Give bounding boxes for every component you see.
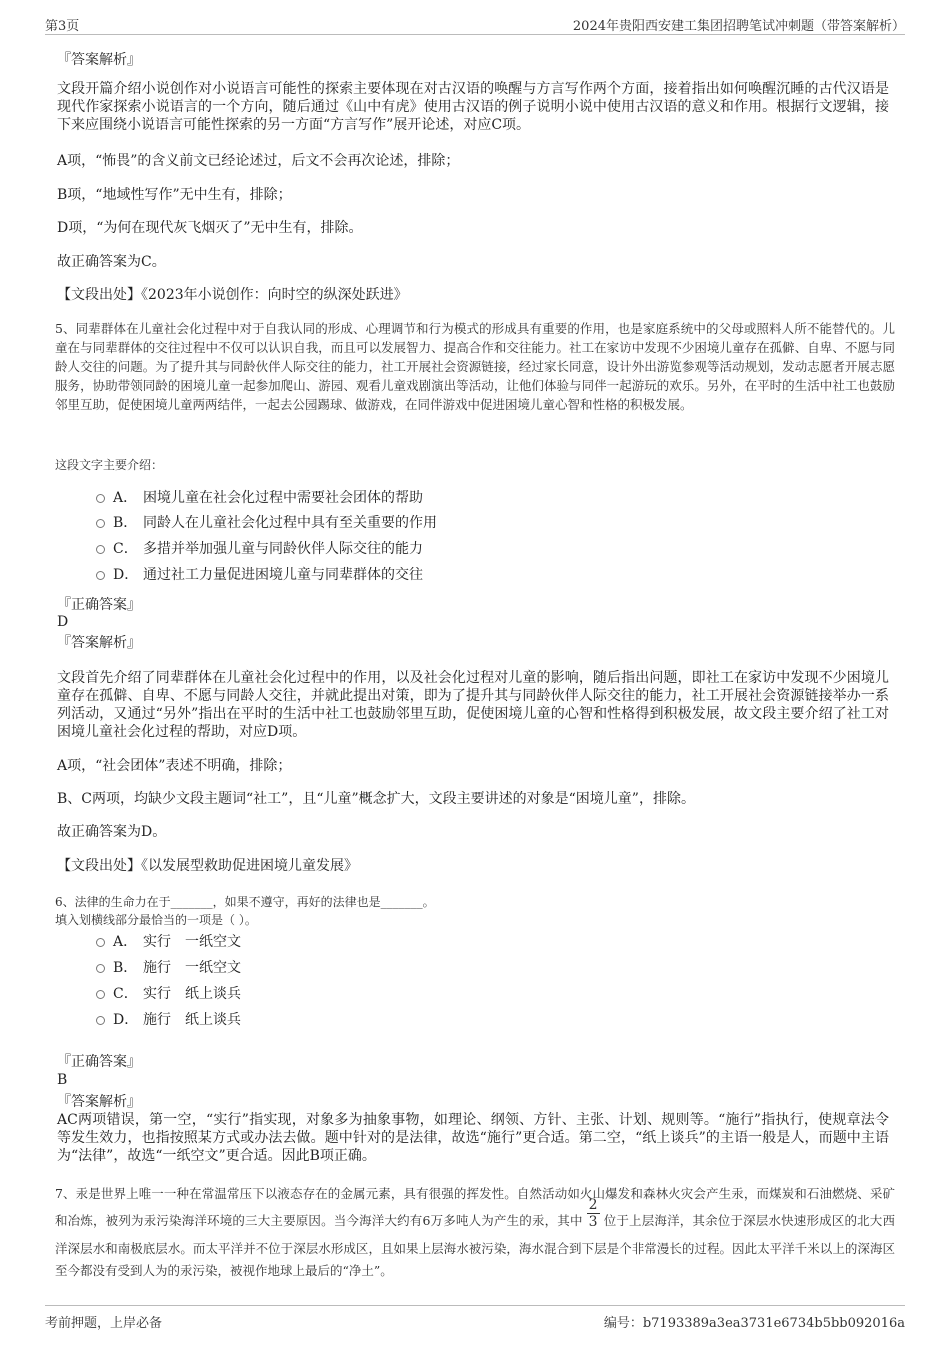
q4-option-a-note: A项，“怖畏”的含义前文已经论述过，后文不会再次论述，排除； <box>57 153 460 169</box>
q4-analysis-paragraph: 文段开篇介绍小说创作对小说语言可能性的探索主要体现在对古汉语的唤醒与方言写作两个方面，接着指出如何唤醒沉睡的古代汉语是现代作家探索小说语言的一个方向，随后通过《山中有虎》使用古汉语的例子说明小说中使用古汉语的意义和作用。根据行文逻辑，接下来应围绕小说语言可能性探索的另一方面“方言写作”展开论述，对应C项。 <box>57 81 889 133</box>
q4-option-d-note: D项，“为何在现代灰飞烟灭了”无中生有，排除。 <box>57 220 363 236</box>
q4-option-b-note: B项，“地域性写作”无中生有，排除； <box>57 187 292 203</box>
radio-icon[interactable] <box>96 1016 105 1025</box>
q6-option-c[interactable] <box>96 984 241 1004</box>
footer-slogan: 考前押题，上岸必备 <box>45 1316 163 1331</box>
option-letter: A． <box>113 490 138 506</box>
q5-analysis-paragraph: 文段首先介绍了同辈群体在儿童社会化过程中的作用，以及社会化过程对儿童的影响，随后指出问题，即社工在家访中发现不少困境儿童存在孤僻、自卑、不愿与同龄人交往，并就此提出对策，即为了提升其与同龄伙伴人际交往的能力，社工开展社会资源链接举办一系列活动，又通过“另外”指出在平时的生活中社工也鼓励邻里互助，促使困境儿童的心智和性格得到积极发展，故文段主要介绍了社工对困境儿童社会化过程的帮助，对应D项。 <box>57 670 889 740</box>
radio-icon[interactable] <box>96 545 105 554</box>
q5-option-c[interactable] <box>96 539 423 559</box>
q6-analysis-paragraph: AC两项错误，第一空，“实行”指实现，对象多为抽象事物，如理论、纲领、方针、主张、计划、规则等。“施行”指执行，使规章法令等发生效力，也指按照某方式或办法去做。题中针对的是法律，故选“施行”更合适。第二空，“纸上谈兵”的主语一般是人，而题中主语为“法律”，故选“一纸空文”更合适。因此B项正确。 <box>57 1112 889 1164</box>
radio-icon[interactable] <box>96 964 105 973</box>
q7-stem-part2: 位于上层海洋，其余位于深层水快速形成区的北大西洋深层水和南极底层水。而太平洋并不位于深层水形成区，且如果上层海水被污染，海水混合到下层是个非常漫长的过程。因此太平洋千米以上的深海区至今都没有受到人为的汞污染，被视作地球上最后的“净土”。 <box>55 1213 895 1278</box>
option-letter: A． <box>113 934 138 950</box>
q6-answer-label: 『正确答案』 <box>57 1054 141 1070</box>
q7-stem <box>55 1183 895 1282</box>
q6-answer: B <box>57 1072 68 1088</box>
q5-prompt: 这段文字主要介绍： <box>55 458 164 472</box>
radio-icon[interactable] <box>96 494 105 503</box>
option-text: 施行 纸上谈兵 <box>143 1012 241 1028</box>
q6-analysis-label: 『答案解析』 <box>57 1094 141 1110</box>
radio-icon[interactable] <box>96 571 105 580</box>
q4-source: 【文段出处】《2023年小说创作：向时空的纵深处跃进》 <box>57 287 408 303</box>
option-letter: D． <box>113 1012 139 1028</box>
q4-conclusion: 故正确答案为C。 <box>57 254 166 270</box>
q6-prompt: 填入划横线部分最恰当的一项是（ ）。 <box>55 913 257 927</box>
option-text: 实行 纸上谈兵 <box>143 986 241 1002</box>
q6-stem: 6、法律的生命力在于_______，如果不遵守，再好的法律也是_______。 <box>55 895 435 909</box>
fraction-denominator: 3 <box>588 1214 598 1230</box>
q5-option-a[interactable] <box>96 488 423 508</box>
page-footer <box>45 1305 905 1331</box>
q4-analysis-label: 『答案解析』 <box>57 52 141 68</box>
option-letter: C． <box>113 541 138 557</box>
option-text: 困境儿童在社会化过程中需要社会团体的帮助 <box>143 490 423 506</box>
q5-option-d[interactable] <box>96 565 423 585</box>
option-letter: D． <box>113 567 139 583</box>
fraction <box>587 1197 600 1230</box>
option-text: 施行 一纸空文 <box>143 960 241 976</box>
q5-source: 【文段出处】《以发展型救助促进困境儿童发展》 <box>57 858 358 874</box>
option-text: 通过社工力量促进困境儿童与同辈群体的交往 <box>143 567 423 583</box>
radio-icon[interactable] <box>96 519 105 528</box>
radio-icon[interactable] <box>96 938 105 947</box>
q5-stem: 5、同辈群体在儿童社会化过程中对于自我认同的形成、心理调节和行为模式的形成具有重要的作用，也是家庭系统中的父母或照料人所不能替代的。儿童在与同辈群体的交往过程中不仅可以认识自我，而且可以发展智力、提高合作和交往能力。社工在家访中发现不少困境儿童存在孤僻、自卑、不愿与同龄人交往的问题。为了提升其与同龄伙伴人际交往的能力，社工开展社会资源链接，经过家长同意，设计外出游览参观等活动规划，发动志愿者开展志愿服务，协助带领同龄的困境儿童一起参加爬山、游园、观看儿童戏剧演出等活动，让他们体验与同伴一起游玩的欢乐。另外，在平时的生活中社工也鼓励邻里互助，促使困境儿童两两结伴，一起去公园踢球、做游戏，在同伴游戏中促进困境儿童心智和性格的积极发展。 <box>55 321 895 412</box>
option-text: 多措并举加强儿童与同龄伙伴人际交往的能力 <box>143 541 423 557</box>
q6-option-a[interactable] <box>96 932 241 952</box>
q5-option-b[interactable] <box>96 513 437 533</box>
q5-option-a-note: A项，“社会团体”表述不明确，排除； <box>57 758 292 774</box>
q5-answer: D <box>57 614 69 630</box>
q7-stem-part1: 7、汞是世界上唯一一种在常温常压下以液态存在的金属元素，具有很强的挥发性。自然活动如火山爆发和森林火灾会产生汞，而煤炭和石油燃烧、采矿和冶炼，被列为汞污染海洋环境的三大主要原因。当今海洋大约有6万多吨人为产生的汞，其中 <box>55 1186 895 1228</box>
option-text: 实行 一纸空文 <box>143 934 241 950</box>
option-letter: B． <box>113 960 138 976</box>
document-id: 编号：b7193389a3ea3731e6734b5bb092016a <box>603 1316 905 1331</box>
option-letter: C． <box>113 986 138 1002</box>
q5-answer-label: 『正确答案』 <box>57 597 141 613</box>
q6-option-b[interactable] <box>96 958 241 978</box>
option-letter: B． <box>113 515 138 531</box>
q5-analysis-label: 『答案解析』 <box>57 635 141 651</box>
page-number: 第3页 <box>45 19 80 34</box>
fraction-numerator: 2 <box>588 1197 598 1213</box>
page-header <box>45 12 905 35</box>
document-title: 2024年贵阳西安建工集团招聘笔试冲刺题（带答案解析） <box>572 19 905 34</box>
option-text: 同龄人在儿童社会化过程中具有至关重要的作用 <box>143 515 437 531</box>
radio-icon[interactable] <box>96 990 105 999</box>
q6-option-d[interactable] <box>96 1010 241 1030</box>
q5-option-bc-note: B、C两项，均缺少文段主题词“社工”，且“儿童”概念扩大，文段主要讲述的对象是“困境儿童”，排除。 <box>57 791 695 807</box>
q5-conclusion: 故正确答案为D。 <box>57 824 167 840</box>
